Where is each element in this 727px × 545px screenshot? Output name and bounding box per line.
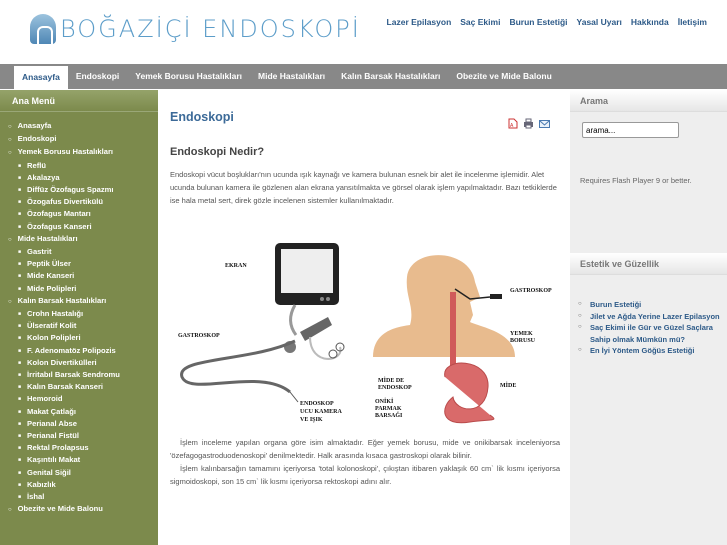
label-yemek: YEMEK [510, 331, 533, 337]
aesthetic-title: Estetik ve Güzellik [570, 253, 727, 275]
sidebar-item[interactable]: ■ Kalın Barsak Kanseri [8, 381, 158, 393]
section-heading: Endoskopi Nedir? [170, 146, 265, 158]
toplink-yasal[interactable]: Yasal Uyarı [576, 17, 622, 27]
sidebar-item[interactable]: ■ Kabızlık [8, 479, 158, 491]
sidebar-item[interactable]: ■ Rektal Prolapsus [8, 442, 158, 454]
svg-text:A: A [510, 123, 514, 129]
sidebar-item[interactable]: ■ Hemoroid [8, 393, 158, 405]
sidebar-item[interactable]: ■ Gastrit [8, 246, 158, 258]
right-sidebar [570, 90, 727, 545]
logo-text: BOĞAZİÇİ ENDOSKOPİ [60, 15, 361, 43]
sidebar-item[interactable]: ■ Özofagus Mantarı [8, 208, 158, 220]
top-links [387, 17, 707, 27]
sidebar-item[interactable]: ■ Perianal Abse [8, 418, 158, 430]
sidebar-item[interactable]: ■ Reflü [8, 160, 158, 172]
sidebar-item[interactable]: ○ Yemek Borusu Hastalıkları [8, 146, 158, 159]
nav-yemek-borusu[interactable]: Yemek Borusu Hastalıkları [135, 71, 243, 81]
toplink-lazer[interactable]: Lazer Epilasyon [386, 17, 452, 27]
label-borusu: BORUSU [510, 338, 536, 344]
main-nav [0, 64, 727, 89]
sidebar-item[interactable]: ■ İrritabıl Barsak Sendromu [8, 369, 158, 381]
sidebar-item[interactable]: ■ Akalazya [8, 172, 158, 184]
nav-obezite[interactable]: Obezite ve Mide Balonu [456, 71, 552, 81]
email-icon[interactable] [539, 116, 550, 127]
label-tip-1: ENDOSKOP [300, 401, 334, 407]
sidebar-item[interactable]: ○ Mide Hastalıkları [8, 233, 158, 246]
aesthetic-link[interactable]: ○ Burun Estetiği [578, 299, 721, 311]
body-text-2: İşlem kalınbarsağın tamamını içeriyorsa 'total kolonoskopi', çıkıştan itibaren yaklaşık 60 cm` lik kısmı içeriyorsa sigmoidoskopi, son 15 cm` lik kısmı içeriyorsa rektoskopi adını alır. [170, 464, 560, 486]
sidebar-item[interactable]: ■ Özogafus Divertikülü [8, 196, 158, 208]
aesthetic-link[interactable]: ○ Saç Ekimi ile Gür ve Güzel Saçlara Sahip olmak Mümkün mü? [578, 322, 721, 345]
label-oniki-3: BARSAĞI [375, 413, 403, 419]
sidebar-item[interactable]: ■ Mide Kanseri [8, 270, 158, 282]
search-title: Arama [570, 90, 727, 112]
page-title: Endoskopi [170, 110, 234, 124]
nav-mide[interactable]: Mide Hastalıkları [258, 71, 326, 81]
sidebar-item[interactable]: ■ Peptik Ülser [8, 258, 158, 270]
toplink-hakkinda[interactable]: Hakkında [630, 17, 669, 27]
endoscopy-illustration [170, 237, 560, 432]
sidebar-menu [0, 112, 158, 517]
aesthetic-link[interactable]: ○ En İyi Yöntem Göğüs Estetiği [578, 345, 721, 357]
label-gastroskop: GASTROSKOP [178, 333, 220, 339]
search-input[interactable] [582, 122, 679, 138]
sidebar-item[interactable]: ■ Kolon Divertikülleri [8, 357, 158, 369]
sidebar-item[interactable]: ■ Kolon Polipleri [8, 332, 158, 344]
label-tip-3: VE IŞIK [300, 417, 323, 423]
sidebar-item[interactable]: ○ Obezite ve Mide Balonu [8, 503, 158, 516]
sidebar-item[interactable]: ○ Kalın Barsak Hastalıkları [8, 295, 158, 308]
aesthetic-link[interactable]: ○ Jilet ve Ağda Yerine Lazer Epilasyon [578, 311, 721, 323]
label-midede-1: MİDE DE [378, 378, 405, 384]
intro-text: Endoskopi vücut boşlukları'nın ucunda ışık kaynağı ve kamera bulunan esnek bir alet ile incelenme işlemidir. Alet ucunda bulunan kamera ile gözlenen alan ekrana yansıtılmakta ve görsel olarak işlem yapılmaktadır. Bazı tetkiklerde ise hala metal sert, direk gözle incelenen sistemler kullanılmaktadır. [170, 170, 557, 205]
sidebar-item[interactable]: ○ Anasayfa [8, 120, 158, 133]
left-sidebar [0, 90, 158, 545]
sidebar-item[interactable]: ■ Özofagus Kanseri [8, 221, 158, 233]
sidebar-item[interactable]: ■ Diffüz Özofagus Spazmı [8, 184, 158, 196]
body-text: İşlem inceleme yapılan organa göre isim almaktadır. Eğer yemek borusu, mide ve onikibarsak inceleniyorsa 'özefagogastroduodenoskopi' denilmektedir. Halk arasında kısaca gastroskopi olarak bilinir. [170, 438, 560, 460]
sidebar-item[interactable]: ■ Ülseratif Kolit [8, 320, 158, 332]
label-oniki-1: ONİKİ [375, 399, 394, 405]
bridge-logo-icon [30, 14, 56, 44]
main-content [170, 110, 560, 488]
label-midede-2: ENDOSKOP [378, 385, 412, 391]
label-oniki-2: PARMAK [375, 406, 402, 412]
sidebar-item[interactable]: ■ Perianal Fistül [8, 430, 158, 442]
sidebar-item[interactable]: ■ F. Adenomatöz Polipozis [8, 345, 158, 357]
sidebar-item[interactable]: ■ Crohn Hastalığı [8, 308, 158, 320]
nav-endoskopi[interactable]: Endoskopi [75, 71, 120, 81]
sidebar-title: Ana Menü [0, 90, 158, 112]
flash-notice: Requires Flash Player 9 or better. [580, 176, 692, 185]
sidebar-item[interactable]: ■ Makat Çatlağı [8, 406, 158, 418]
toplink-burun[interactable]: Burun Estetiği [509, 17, 568, 27]
toplink-sac[interactable]: Saç Ekimi [460, 17, 501, 27]
label-ekran: EKRAN [225, 263, 247, 269]
sidebar-item[interactable]: ■ Kaşıntılı Makat [8, 454, 158, 466]
sidebar-item[interactable]: ■ Genital Siğil [8, 467, 158, 479]
sidebar-item[interactable]: ○ Endoskopi [8, 133, 158, 146]
sidebar-item[interactable]: ■ İshal [8, 491, 158, 503]
pdf-icon[interactable] [507, 116, 518, 127]
print-icon[interactable] [523, 116, 534, 127]
nav-kalin-barsak[interactable]: Kalın Barsak Hastalıkları [341, 71, 441, 81]
sidebar-item[interactable]: ■ Mide Polipleri [8, 283, 158, 295]
site-logo[interactable] [30, 14, 361, 44]
nav-anasayfa[interactable]: Anasayfa [14, 66, 68, 89]
toplink-iletisim[interactable]: İletişim [677, 17, 707, 27]
label-tip-2: UCU KAMERA [300, 409, 342, 415]
aesthetic-links [570, 275, 727, 357]
label-mide: MİDE [500, 383, 517, 389]
label-gastroskop-2: GASTROSKOP [510, 288, 552, 294]
